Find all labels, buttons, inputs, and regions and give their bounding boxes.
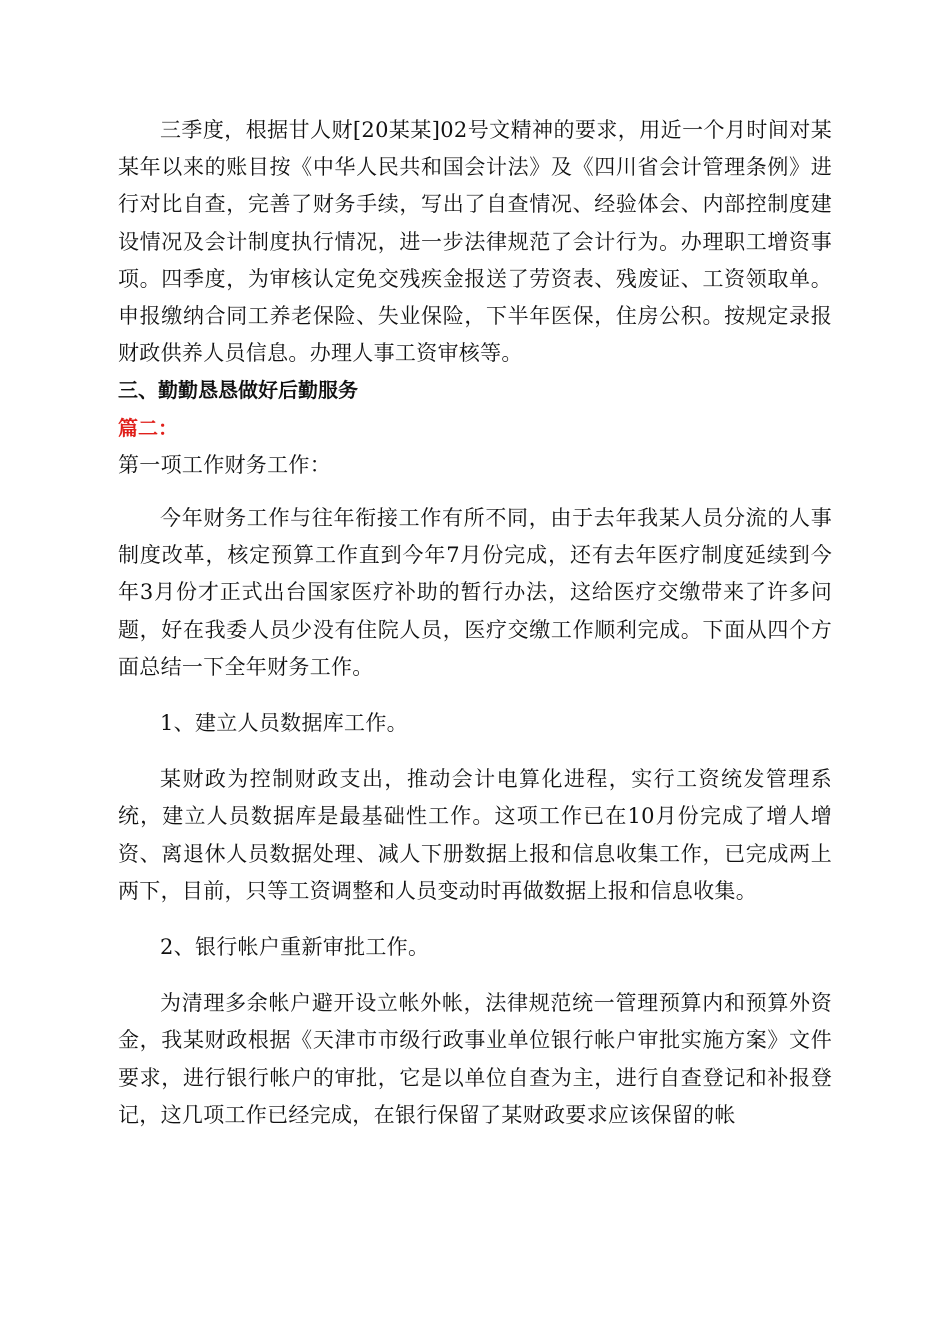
paragraph-q3-summary: 三季度，根据甘人财[20某某]02号文精神的要求，用近一个月时间对某某年以来的账目按《中华人民共和国会计法》及《四川省会计管理条例》进行对比自查，完善了财务手续，写出了自查情况、经验体会、内部控制度建设情况及会计制度执行情况，进一步法律规范了会计行为。办理职工增资事项。四季度，为审核认定免交残疾金报送了劳资表、残废证、工资领取单。申报缴纳合同工养老保险、失业保险，下半年医保，住房公积。按规定录报财政供养人员信息。办理人事工资审核等。	[118, 118, 832, 366]
item-heading-finance: 第一项工作财务工作：	[118, 452, 331, 477]
document-page	[118, 112, 832, 1134]
part-heading-two: 篇二：	[118, 415, 178, 440]
paragraph-bank-accounts: 为清理多余帐户避开设立帐外帐，法律规范统一管理预算内和预算外资金，我某财政根据《天津市市级行政事业单位银行帐户审批实施方案》文件要求，进行银行帐户的审批，它是以单位自查为主，进行自查登记和补报登记，这几项工作已经完成，在银行保留了某财政要求应该保留的帐	[118, 991, 832, 1127]
paragraph-finance-intro: 今年财务工作与往年衔接工作有所不同，由于去年我某人员分流的人事制度改革，核定预算工作直到今年7月份完成，还有去年医疗制度延续到今年3月份才正式出台国家医疗补助的暂行办法，这给医疗交缴带来了许多问题，好在我委人员少没有住院人员，医疗交缴工作顺利完成。下面从四个方面总结一下全年财务工作。	[118, 506, 832, 679]
section-heading-logistics: 三、勤勤恳恳做好后勤服务	[118, 378, 358, 403]
subheading-bank-accounts: 2、银行帐户重新审批工作。	[160, 935, 430, 960]
paragraph-database: 某财政为控制财政支出，推动会计电算化进程，实行工资统发管理系统，建立人员数据库是最基础性工作。这项工作已在10月份完成了增人增资、离退休人员数据处理、减人下册数据上报和信息收集工作，已完成两上两下，目前，只等工资调整和人员变动时再做数据上报和信息收集。	[118, 767, 832, 903]
subheading-database: 1、建立人员数据库工作。	[160, 711, 408, 736]
